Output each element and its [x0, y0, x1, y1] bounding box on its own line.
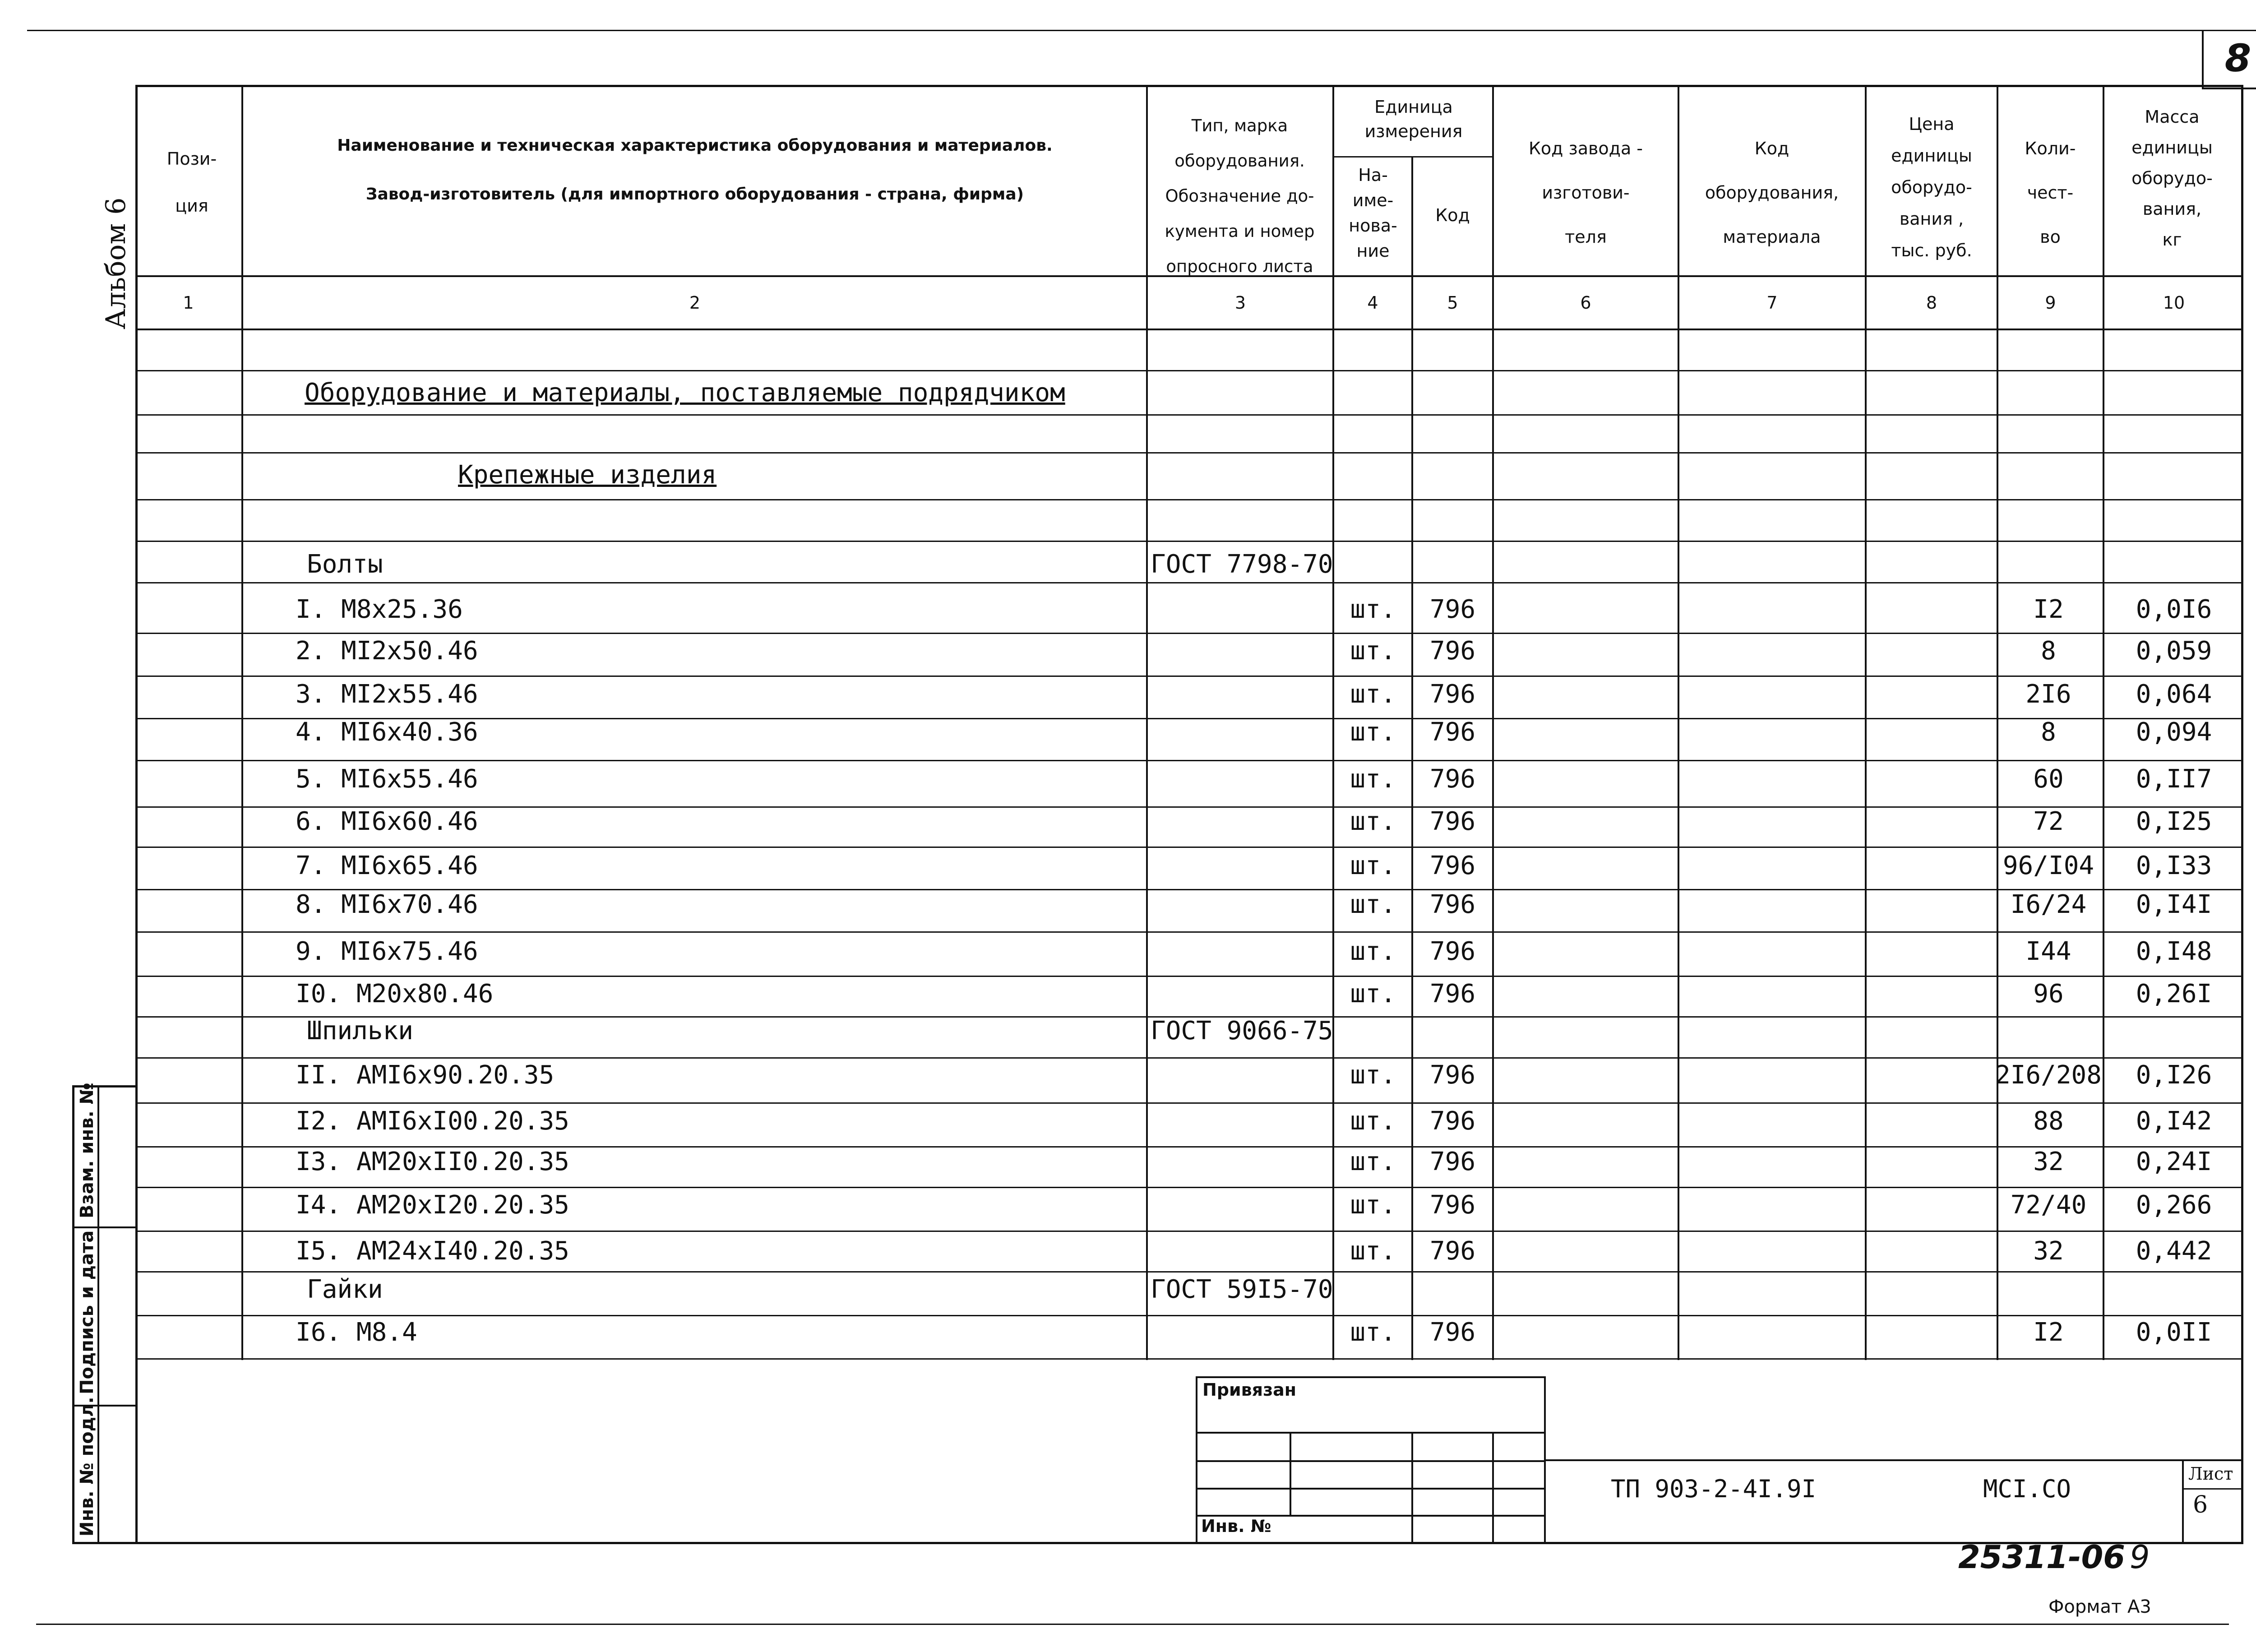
item-mass: 0,24I [2136, 1147, 2212, 1176]
item-quantity: 2I6/208 [1995, 1060, 2102, 1090]
item-name: 8. MI6x70.46 [296, 890, 478, 919]
item-name: I3. AM20xII0.20.35 [296, 1147, 569, 1176]
row-rule-line [135, 847, 2243, 848]
item-mass: 0,094 [2136, 717, 2212, 747]
item-mass: 0,0I6 [2136, 595, 2212, 624]
row-rule-line [135, 633, 2243, 634]
section-title: Оборудование и материалы, поставляемые подрядчиком [305, 378, 1065, 407]
item-mass: 0,I26 [2136, 1060, 2212, 1090]
row-rule-line [135, 1102, 2243, 1104]
item-name: I4. AM20xI20.20.35 [296, 1190, 569, 1220]
row-rule-line [135, 414, 2243, 416]
item-unit-code: 796 [1429, 636, 1476, 666]
row-rule-line [135, 541, 2243, 542]
colnum-7: 7 [1766, 293, 1778, 313]
item-unit: шт. [1350, 979, 1396, 1009]
item-unit-code: 796 [1429, 1106, 1476, 1136]
item-unit: шт. [1350, 851, 1396, 880]
row-rule-line [135, 582, 2243, 583]
item-quantity: 88 [2033, 1106, 2064, 1136]
item-unit-code: 796 [1429, 1318, 1476, 1347]
side-stamp-inv: Инв. № подл. [77, 1397, 97, 1536]
privyazan-col-1 [1290, 1432, 1291, 1515]
item-unit: шт. [1350, 1190, 1396, 1220]
header-col3: Тип, марка оборудования. Обозначение до- кумента и номер опросного листа [1165, 116, 1315, 276]
header-col8: Цена единицы оборудо- вания , тыс. руб. [1891, 114, 1972, 260]
col-line-2 [1146, 85, 1148, 1360]
item-document: ГОСТ 7798-70 [1151, 550, 1333, 579]
footer-page: 9 [2130, 1539, 2150, 1576]
item-unit: шт. [1350, 1236, 1396, 1266]
section-subtitle: Крепежные изделия [458, 460, 717, 490]
group-heading: Гайки [307, 1275, 383, 1304]
item-name: 9. MI6x75.46 [296, 937, 478, 966]
col-line-4 [1411, 156, 1413, 1360]
item-name: 4. MI6x40.36 [296, 717, 478, 747]
item-quantity: 96 [2033, 979, 2064, 1009]
item-quantity: I6/24 [2010, 890, 2087, 919]
item-unit: шт. [1350, 1318, 1396, 1347]
item-unit: шт. [1350, 890, 1396, 919]
header-col4: На- име- нова- ние [1349, 165, 1397, 261]
item-unit-code: 796 [1429, 1147, 1476, 1176]
item-unit-code: 796 [1429, 680, 1476, 709]
header-col5: Код [1435, 205, 1470, 225]
item-unit-code: 796 [1429, 807, 1476, 836]
item-name: I2. AMI6xI00.20.35 [296, 1106, 569, 1136]
sheet-number: 6 [2193, 1491, 2208, 1518]
item-quantity: 8 [2041, 636, 2056, 666]
item-mass: 0,I42 [2136, 1106, 2212, 1136]
item-name: 2. MI2x50.46 [296, 636, 478, 666]
item-unit-code: 796 [1429, 764, 1476, 794]
privyazan-col-3 [1492, 1432, 1494, 1544]
side-stamp-podpis: Подпись и дата [77, 1230, 97, 1394]
sheet-box-line [2182, 1488, 2243, 1490]
colnum-1: 1 [183, 293, 194, 313]
item-mass: 0,I48 [2136, 937, 2212, 966]
item-unit-code: 796 [1429, 717, 1476, 747]
item-name: 5. MI6x55.46 [296, 764, 478, 794]
privyazan-col-2 [1411, 1432, 1413, 1544]
side-stamp-inner-line [97, 1085, 99, 1544]
row-rule-line [135, 1057, 2243, 1059]
album-label: Альбом 6 [100, 197, 132, 329]
footer-format: Формат А3 [2048, 1596, 2151, 1617]
row-rule-line [135, 1358, 2243, 1360]
item-name: I0. M20x80.46 [296, 979, 494, 1009]
item-quantity: 96/I04 [2002, 851, 2094, 880]
colnum-4: 4 [1367, 293, 1378, 313]
item-unit-code: 796 [1429, 979, 1476, 1009]
row-rule-line [135, 676, 2243, 677]
row-rule-line [135, 370, 2243, 371]
item-unit: шт. [1350, 1106, 1396, 1136]
item-mass: 0,I33 [2136, 851, 2212, 880]
corner-sheet-number: 8 [2224, 36, 2251, 80]
top-trim-line [27, 30, 2256, 31]
row-rule-line [135, 760, 2243, 761]
item-name: I. M8x25.36 [296, 595, 463, 624]
header-col2-line1: Наименование и техническая характеристика оборудования и материалов. [337, 136, 1053, 155]
item-unit-code: 796 [1429, 937, 1476, 966]
item-unit-code: 796 [1429, 890, 1476, 919]
row-rule-line [135, 499, 2243, 500]
item-name: 3. MI2x55.46 [296, 680, 478, 709]
row-rule-line [135, 1187, 2243, 1188]
title-block-top-line [1546, 1459, 2243, 1461]
col-line-1 [241, 85, 243, 1360]
item-name: 6. MI6x60.46 [296, 807, 478, 836]
item-quantity: I2 [2033, 1318, 2064, 1347]
colnum-10: 10 [2163, 293, 2185, 313]
item-unit: шт. [1350, 1060, 1396, 1090]
item-unit-code: 796 [1429, 1236, 1476, 1266]
group-heading: Шпильки [307, 1016, 414, 1046]
item-quantity: 8 [2041, 717, 2056, 747]
row-rule-line [135, 976, 2243, 977]
item-quantity: 72/40 [2010, 1190, 2087, 1220]
item-mass: 0,26I [2136, 979, 2212, 1009]
item-quantity: 72 [2033, 807, 2064, 836]
item-quantity: 32 [2033, 1236, 2064, 1266]
item-unit: шт. [1350, 636, 1396, 666]
item-mass: 0,II7 [2136, 764, 2212, 794]
item-name: I5. AM24xI40.20.35 [296, 1236, 569, 1266]
privyazan-label: Привязан [1202, 1380, 1297, 1400]
colnum-9: 9 [2045, 293, 2056, 313]
header-col2-line2: Завод-изготовитель (для импортного оборудования - страна, фирма) [365, 185, 1024, 204]
item-quantity: I2 [2033, 595, 2064, 624]
side-stamp-vzam: Взам. инв. № [77, 1083, 97, 1218]
colnum-3: 3 [1234, 293, 1246, 313]
item-unit: шт. [1350, 680, 1396, 709]
item-unit: шт. [1350, 807, 1396, 836]
colnum-2: 2 [689, 293, 701, 313]
item-mass: 0,266 [2136, 1190, 2212, 1220]
col-line-5 [1492, 85, 1494, 1360]
header-col10: Масса единицы оборудо- вания, кг [2131, 107, 2213, 250]
col-line-3 [1332, 85, 1334, 1360]
item-unit: шт. [1350, 937, 1396, 966]
colnum-5: 5 [1447, 293, 1458, 313]
item-mass: 0,064 [2136, 680, 2212, 709]
header-col6: Код завода - изготови- теля [1528, 139, 1643, 247]
item-unit: шт. [1350, 595, 1396, 624]
item-unit: шт. [1350, 1147, 1396, 1176]
group-heading: Болты [307, 550, 383, 579]
item-document: ГОСТ 59I5-70 [1151, 1275, 1333, 1304]
row-rule-line [135, 1315, 2243, 1316]
footer-doc-number: 25311-06 [1958, 1539, 2125, 1576]
item-quantity: 2I6 [2025, 680, 2071, 709]
item-quantity: 32 [2033, 1147, 2064, 1176]
item-name: II. AMI6x90.20.35 [296, 1060, 555, 1090]
item-quantity: I44 [2025, 937, 2071, 966]
title-code: MCI.CO [1983, 1475, 2071, 1503]
title-designation: ТП 903-2-4I.9I [1611, 1475, 1817, 1503]
item-mass: 0,0II [2136, 1318, 2212, 1347]
row-rule-line [135, 1271, 2243, 1273]
side-stamp-line-1 [72, 1226, 135, 1228]
bottom-trim-line [36, 1624, 2229, 1625]
item-name: I6. M8.4 [296, 1318, 417, 1347]
item-unit: шт. [1350, 717, 1396, 747]
row-rule-line [135, 1231, 2243, 1232]
header-col9: Коли- чест- во [2025, 139, 2076, 247]
item-mass: 0,I25 [2136, 807, 2212, 836]
item-name: 7. MI6x65.46 [296, 851, 478, 880]
row-rule-line [135, 931, 2243, 933]
item-unit-code: 796 [1429, 851, 1476, 880]
header-col1: Пози- ция [166, 149, 217, 216]
column-numbers-line [135, 329, 2243, 330]
item-mass: 0,059 [2136, 636, 2212, 666]
item-unit-code: 796 [1429, 1060, 1476, 1090]
inv-no-label: Инв. № [1201, 1516, 1271, 1536]
item-mass: 0,I4I [2136, 890, 2212, 919]
item-unit-code: 796 [1429, 595, 1476, 624]
col-line-7 [1865, 85, 1867, 1360]
colnum-8: 8 [1926, 293, 1937, 313]
item-mass: 0,442 [2136, 1236, 2212, 1266]
sheet-label: Лист [2188, 1464, 2233, 1484]
row-rule-line [135, 452, 2243, 453]
item-unit: шт. [1350, 764, 1396, 794]
item-quantity: 60 [2033, 764, 2064, 794]
colnum-6: 6 [1580, 293, 1591, 313]
item-unit-code: 796 [1429, 1190, 1476, 1220]
item-document: ГОСТ 9066-75 [1151, 1016, 1333, 1046]
header-unit-group: Единица измерения [1364, 97, 1463, 141]
col-line-6 [1678, 85, 1679, 1360]
header-col7: Код оборудования, материала [1705, 139, 1839, 247]
